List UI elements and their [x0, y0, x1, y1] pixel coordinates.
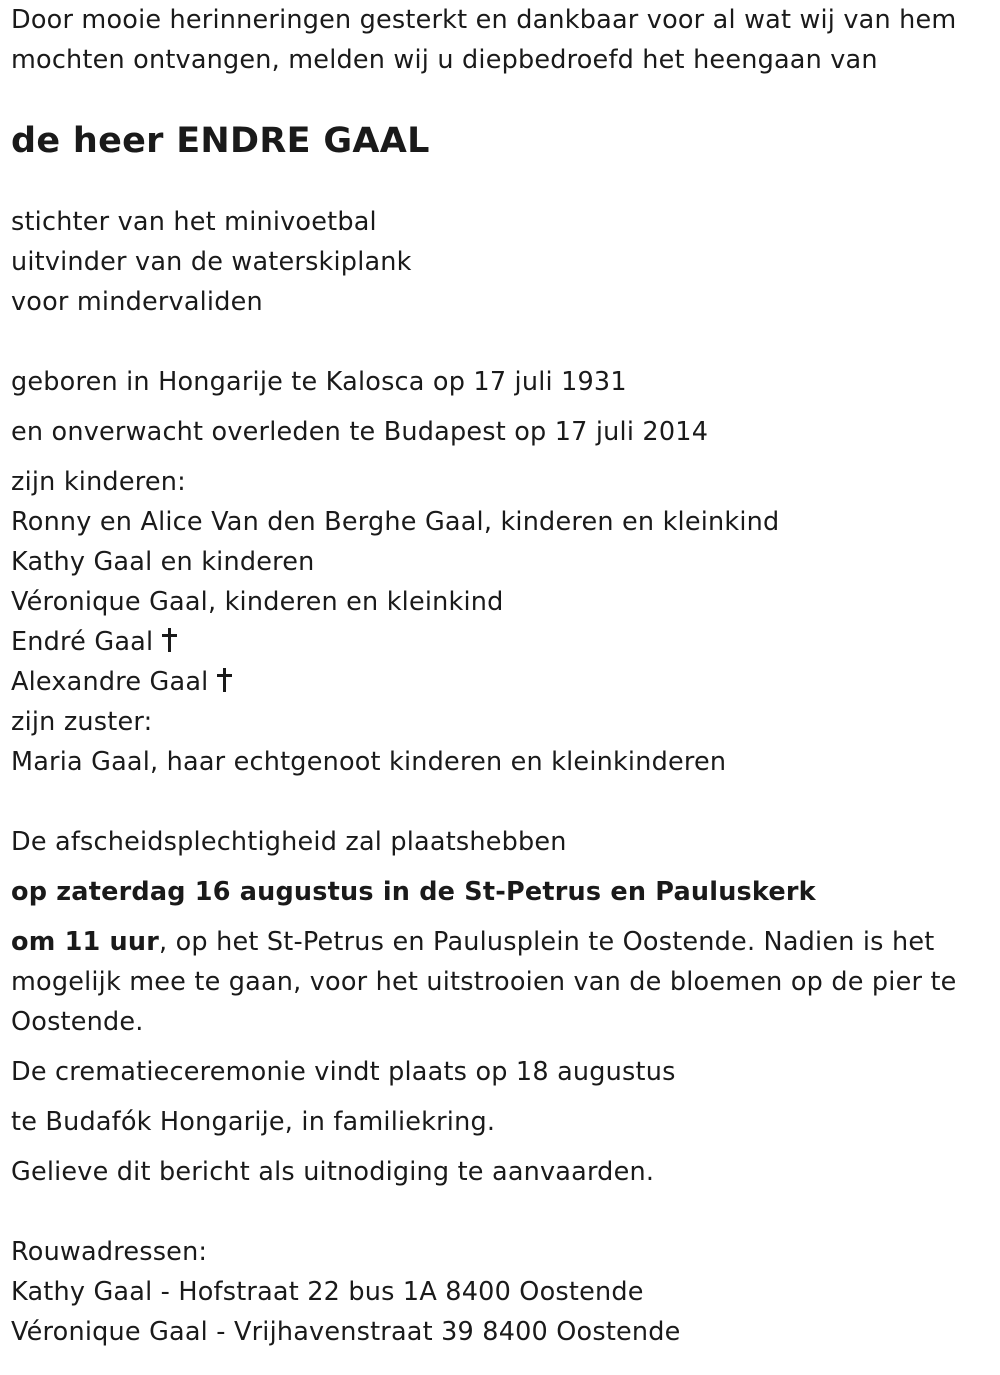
ceremony-block	[11, 822, 996, 1042]
child-line-deceased	[11, 662, 996, 702]
title-line: stichter van het minivoetbal	[11, 207, 377, 237]
deceased-name: de heer ENDRE GAAL	[11, 121, 430, 161]
address-line: Véronique Gaal - Vrijhavenstraat 39 8400 Oostende	[11, 1317, 681, 1347]
ceremony-time: om 11 uur	[11, 927, 160, 957]
child-name: Endré Gaal	[11, 627, 154, 657]
death-line: en onverwacht overleden te Budapest op 17 juli 2014	[11, 417, 709, 447]
child-name: Alexandre Gaal	[11, 667, 209, 697]
invitation-line: Gelieve dit bericht als uitnodiging te aanvaarden.	[11, 1157, 655, 1187]
titles-block	[11, 202, 996, 322]
ceremony-details-text: , op het St-Petrus en Paulusplein te Oostende. Nadien is het mogelijk mee te gaan, voor het uitstrooien van de bloemen op de pier te Oostende.	[11, 927, 957, 1037]
child-line: Véronique Gaal, kinderen en kleinkind	[11, 587, 504, 617]
intro-text	[11, 0, 996, 80]
cremation-line: te Budafók Hongarije, in familiekring.	[11, 1107, 496, 1137]
cross-icon	[217, 668, 232, 692]
ceremony-details	[11, 922, 996, 1042]
children-label: zijn kinderen:	[11, 467, 186, 497]
address-line: Kathy Gaal - Hofstraat 22 bus 1A 8400 Oostende	[11, 1277, 644, 1307]
family-block	[11, 462, 996, 782]
cremation-line: De crematieceremonie vindt plaats op 18 augustus	[11, 1057, 676, 1087]
addresses-block	[11, 1232, 996, 1352]
sister-label: zijn zuster:	[11, 707, 153, 737]
sister-line: Maria Gaal, haar echtgenoot kinderen en kleinkinderen	[11, 747, 727, 777]
cross-icon	[162, 628, 177, 652]
intro-line: Door mooie herinneringen gesterkt en dankbaar voor al wat wij van hem	[11, 5, 957, 35]
birth-line: geboren in Hongarije te Kalosca op 17 juli 1931	[11, 367, 627, 397]
child-line: Ronny en Alice Van den Berghe Gaal, kinderen en kleinkind	[11, 507, 780, 537]
child-line: Kathy Gaal en kinderen	[11, 547, 315, 577]
title-line: voor mindervaliden	[11, 287, 263, 317]
title-line: uitvinder van de waterskiplank	[11, 247, 412, 277]
child-line-deceased	[11, 622, 996, 662]
ceremony-intro: De afscheidsplechtigheid zal plaatshebben	[11, 827, 567, 857]
ceremony-date-place: op zaterdag 16 augustus in de St-Petrus en Pauluskerk	[11, 877, 816, 907]
intro-line: mochten ontvangen, melden wij u diepbedroefd het heengaan van	[11, 45, 878, 75]
obituary-notice	[11, 0, 996, 1352]
addresses-label: Rouwadressen:	[11, 1237, 208, 1267]
